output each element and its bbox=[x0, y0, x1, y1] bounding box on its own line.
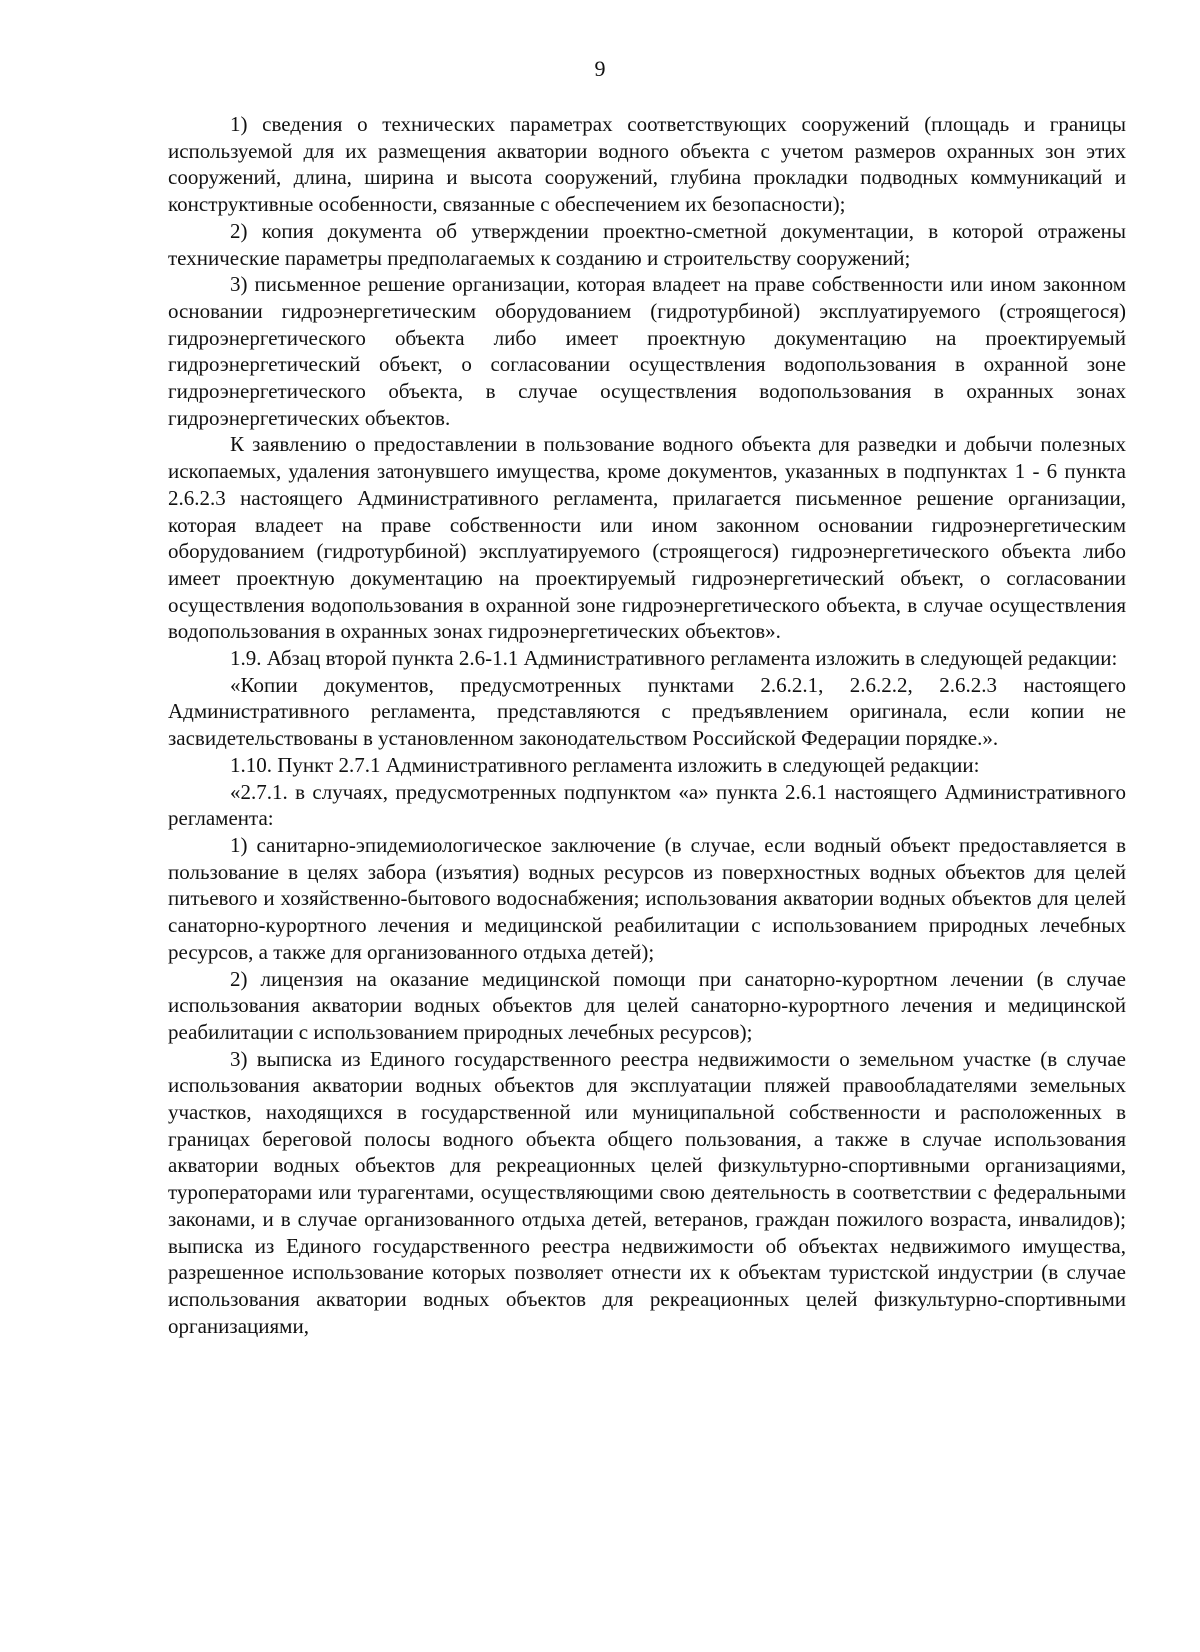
page-number: 9 bbox=[594, 56, 606, 81]
paragraph-registry-extract: 3) выписка из Единого государственного реестра недвижимости о земельном участке (в случае использования акватории водных объектов для эксплуатации пляжей правообладателями земельных участков, находящихся в государственной или муниципальной собственности и расположенных в границах береговой полосы водного объекта общего пользования, а также в случае использования акватории водных объектов для рекреационных целей физкультурно-спортивными организациями, туроператорами или турагентами, осуществляющими свою деятельность в соответствии с федеральными законами, и в случае организованного отдыха детей, ветеранов, граждан пожилого возраста, инвалидов); выписка из Единого государственного реестра недвижимости об объектах недвижимого имущества, разрешенное использование которых позволяет отнести их к объектам туристской индустрии (в случае использования акватории водных объектов для рекреационных целей физкультурно-спортивными организациями, bbox=[168, 1046, 1126, 1338]
paragraph-1-10: 1.10. Пункт 2.7.1 Административного регламента изложить в следующей редакции: bbox=[230, 752, 980, 777]
paragraph-sanitary-conclusion: 1) санитарно-эпидемиологическое заключение (в случае, если водный объект предоставляется в пользование в целях забора (изъятия) водных ресурсов из поверхностных водных объектов для целей питьевого и хозяйственно-бытового водоснабжения; использования акватории водных объектов для целей санаторно-курортного лечения и медицинской реабилитации с использованием природных лечебных ресурсов, а также для организованного отдыха детей); bbox=[168, 832, 1126, 964]
paragraph-2-7-1: «2.7.1. в случаях, предусмотренных подпунктом «а» пункта 2.6.1 настоящего Административного регламента: bbox=[168, 779, 1126, 831]
document-body bbox=[168, 111, 1126, 1339]
paragraph-1-9: 1.9. Абзац второй пункта 2.6-1.1 Административного регламента изложить в следующей редакции: bbox=[230, 646, 1118, 671]
paragraph-item-2-design-docs-copy: 2) копия документа об утверждении проектно-сметной документации, в которой отражены технические параметры предполагаемых к созданию и строительству сооружений; bbox=[168, 218, 1126, 270]
paragraph-mining-application: К заявлению о предоставлении в пользование водного объекта для разведки и добычи полезных ископаемых, удаления затонувшего имущества, кроме документов, указанных в подпунктах 1 - 6 пункта 2.6.2.3 настоящего Административного регламента, прилагается письменное решение организации, которая владеет на праве собственности или ином законном основании гидроэнергетическим оборудованием (гидротурбиной) эксплуатируемого (строящегося) гидроэнергетического объекта либо имеет проектную документацию на проектируемый гидроэнергетический объект, о согласовании осуществления водопользования в охранной зоне гидроэнергетического объекта, в случае осуществления водопользования в охранных зонах гидроэнергетических объектов». bbox=[168, 432, 1126, 644]
paragraph-document-copies: «Копии документов, предусмотренных пунктами 2.6.2.1, 2.6.2.2, 2.6.2.3 настоящего Административного регламента, представляются с предъявлением оригинала, если копии не засвидетельствованы в установленном законодательством Российской Федерации порядке.». bbox=[168, 672, 1126, 751]
paragraph-medical-license: 2) лицензия на оказание медицинской помощи при санаторно-курортном лечении (в случае использования акватории водных объектов для целей санаторно-курортного лечения и медицинской реабилитации с использованием природных лечебных ресурсов); bbox=[168, 966, 1126, 1044]
paragraph-item-3-written-decision: 3) письменное решение организации, которая владеет на праве собственности или ином законном основании гидроэнергетическим оборудованием (гидротурбиной) эксплуатируемого (строящегося) гидроэнергетического объекта либо имеет проектную документацию на проектируемый гидроэнергетический объект, о согласовании осуществления водопользования в охранной зоне гидроэнергетического объекта, в случае осуществления водопользования в охранных зонах гидроэнергетических объектов. bbox=[168, 272, 1126, 430]
paragraph-item-1-technical-params: 1) сведения о технических параметрах соответствующих сооружений (площадь и границы используемой для их размещения акватории водного объекта с учетом размеров охранных зон этих сооружений, длина, ширина и высота сооружений, глубина прокладки подводных коммуникаций и конструктивные особенности, связанные с обеспечением их безопасности); bbox=[168, 112, 1126, 217]
